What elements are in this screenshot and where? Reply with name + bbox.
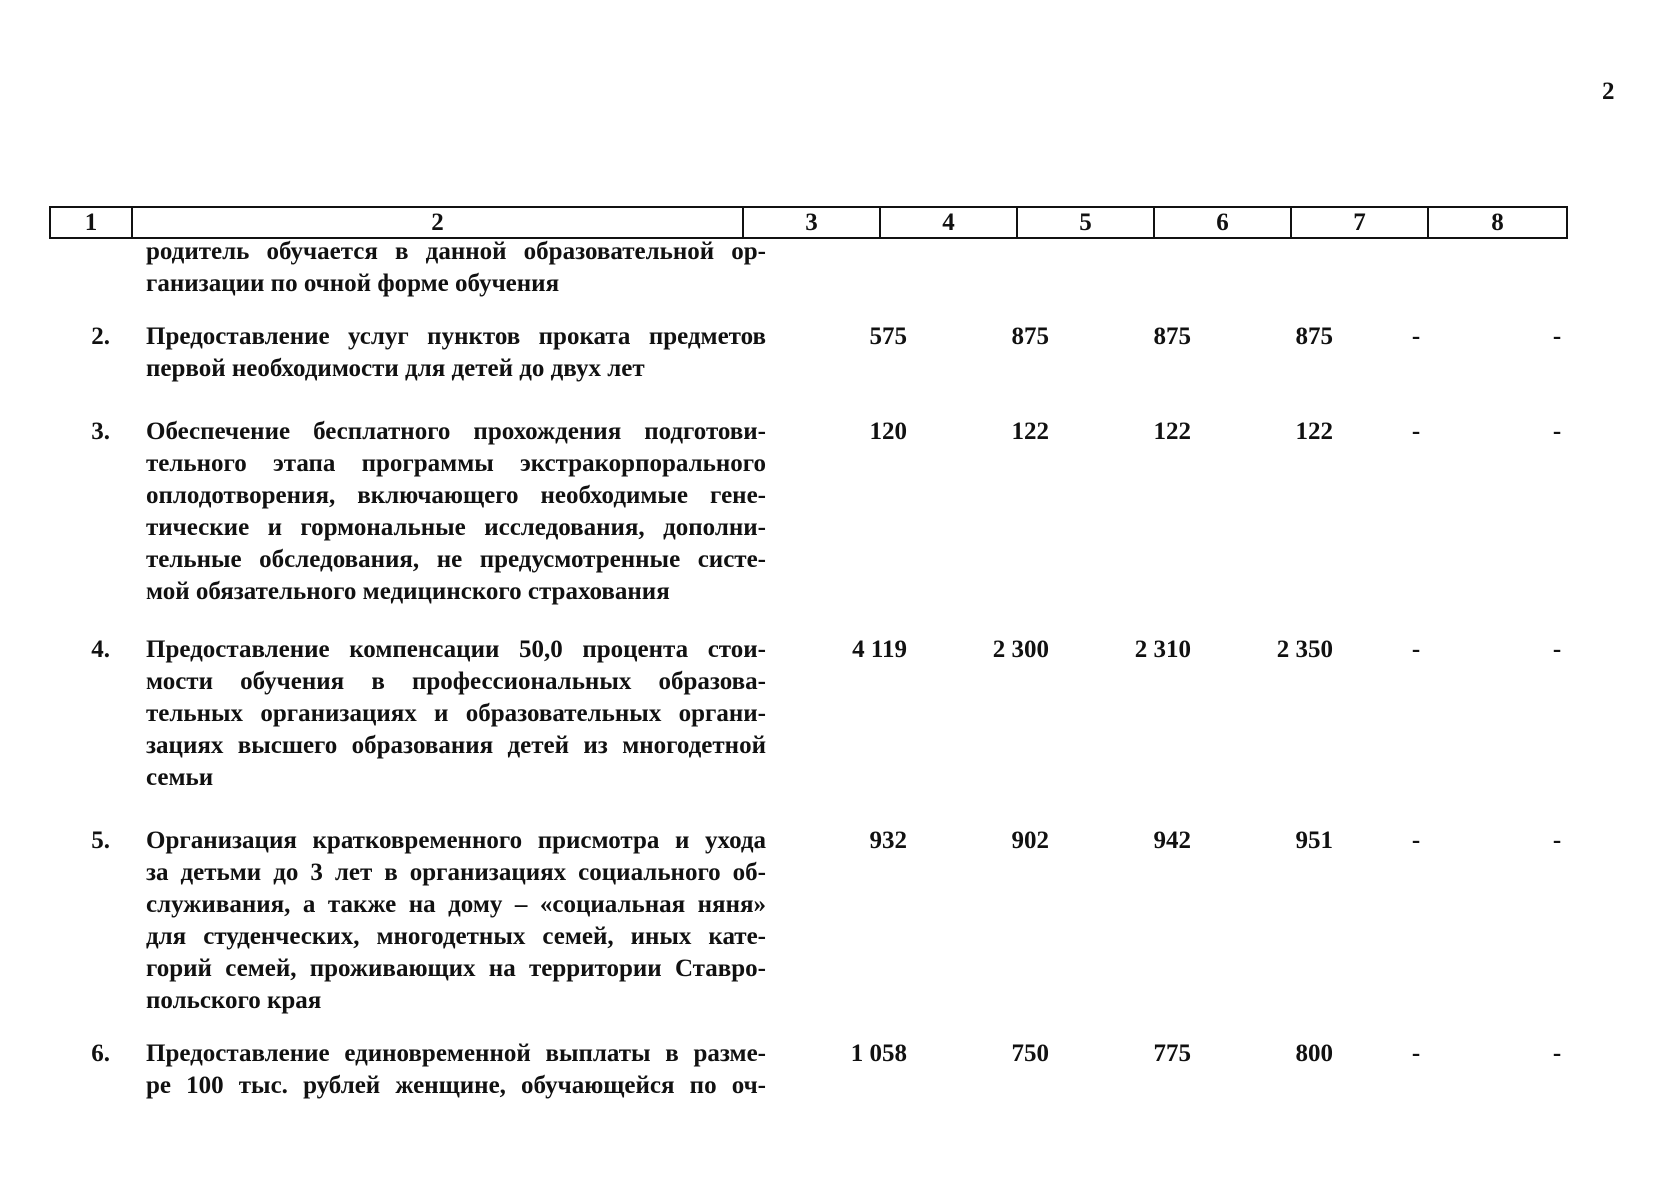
description-line: за детьми до 3 лет в организациях социального об- xyxy=(146,859,766,886)
value-col-4: 750 xyxy=(1011,1040,1049,1067)
description-line: тельных организациях и образовательных органи- xyxy=(146,700,766,727)
description-line: Предоставление услуг пунктов проката предметов xyxy=(146,323,766,350)
row-description xyxy=(146,1038,766,1102)
value-col-6: 122 xyxy=(1295,418,1333,445)
description-line: ре 100 тыс. рублей женщине, обучающейся по оч- xyxy=(146,1072,766,1099)
description-line: тельного этапа программы экстракорпорального xyxy=(146,450,766,477)
description-line: для студенческих, многодетных семей, иных кате- xyxy=(146,923,766,950)
row-number: 5. xyxy=(91,827,110,854)
value-col-7: - xyxy=(1411,827,1421,854)
value-col-7: - xyxy=(1411,636,1421,663)
description-line: ганизации по очной форме обучения xyxy=(146,270,560,297)
description-line: первой необходимости для детей до двух лет xyxy=(146,355,645,382)
column-header-3: 3 xyxy=(743,207,880,238)
row-number: 6. xyxy=(91,1040,110,1067)
value-col-8: - xyxy=(1552,1040,1562,1067)
column-header-7: 7 xyxy=(1291,207,1428,238)
value-col-6: 875 xyxy=(1295,323,1333,350)
row-description xyxy=(146,416,766,608)
column-header-1: 1 xyxy=(50,207,132,238)
column-header-8: 8 xyxy=(1428,207,1567,238)
description-line: служивания, а также на дому – «социальная няня» xyxy=(146,891,766,918)
value-col-3: 575 xyxy=(869,323,907,350)
description-line: польского края xyxy=(146,987,322,1014)
value-col-6: 2 350 xyxy=(1276,636,1333,663)
column-header-5: 5 xyxy=(1017,207,1154,238)
value-col-5: 875 xyxy=(1153,323,1191,350)
description-line: Предоставление компенсации 50,0 процента стои- xyxy=(146,636,766,663)
value-col-8: - xyxy=(1552,418,1562,445)
value-col-7: - xyxy=(1411,323,1421,350)
row-number: 2. xyxy=(91,323,110,350)
description-line: Обеспечение бесплатного прохождения подготови- xyxy=(146,418,766,445)
value-col-3: 120 xyxy=(869,418,907,445)
value-col-7: - xyxy=(1411,418,1421,445)
value-col-5: 2 310 xyxy=(1134,636,1191,663)
description-line: Организация кратковременного присмотра и ухода xyxy=(146,827,766,854)
value-col-3: 4 119 xyxy=(852,636,907,663)
row-description xyxy=(146,825,766,1017)
row-description xyxy=(146,634,766,794)
row-description xyxy=(146,321,766,385)
value-col-3: 932 xyxy=(869,827,907,854)
description-line: мости обучения в профессиональных образова- xyxy=(146,668,766,695)
description-line: родитель обучается в данной образовательной ор- xyxy=(146,238,766,265)
column-header-4: 4 xyxy=(880,207,1017,238)
value-col-6: 800 xyxy=(1295,1040,1333,1067)
value-col-7: - xyxy=(1411,1040,1421,1067)
value-col-6: 951 xyxy=(1295,827,1333,854)
column-header-6: 6 xyxy=(1154,207,1291,238)
value-col-8: - xyxy=(1552,323,1562,350)
row-description xyxy=(146,236,766,300)
value-col-3: 1 058 xyxy=(850,1040,907,1067)
row-number: 4. xyxy=(91,636,110,663)
column-header-2: 2 xyxy=(132,207,743,238)
page-number: 2 xyxy=(1602,78,1615,105)
value-col-4: 902 xyxy=(1011,827,1049,854)
value-col-8: - xyxy=(1552,636,1562,663)
description-line: Предоставление единовременной выплаты в разме- xyxy=(146,1040,766,1067)
row-number: 3. xyxy=(91,418,110,445)
description-line: семьи xyxy=(146,764,214,791)
value-col-5: 775 xyxy=(1153,1040,1191,1067)
description-line: тические и гормональные исследования, дополни- xyxy=(146,514,766,541)
value-col-4: 122 xyxy=(1011,418,1049,445)
description-line: зациях высшего образования детей из многодетной xyxy=(146,732,766,759)
description-line: горий семей, проживающих на территории Ставро- xyxy=(146,955,766,982)
description-line: мой обязательного медицинского страхования xyxy=(146,578,670,605)
description-line: оплодотворения, включающего необходимые гене- xyxy=(146,482,766,509)
value-col-5: 122 xyxy=(1153,418,1191,445)
value-col-5: 942 xyxy=(1153,827,1191,854)
value-col-4: 2 300 xyxy=(992,636,1049,663)
value-col-4: 875 xyxy=(1011,323,1049,350)
description-line: тельные обследования, не предусмотренные систе- xyxy=(146,546,766,573)
value-col-8: - xyxy=(1552,827,1562,854)
